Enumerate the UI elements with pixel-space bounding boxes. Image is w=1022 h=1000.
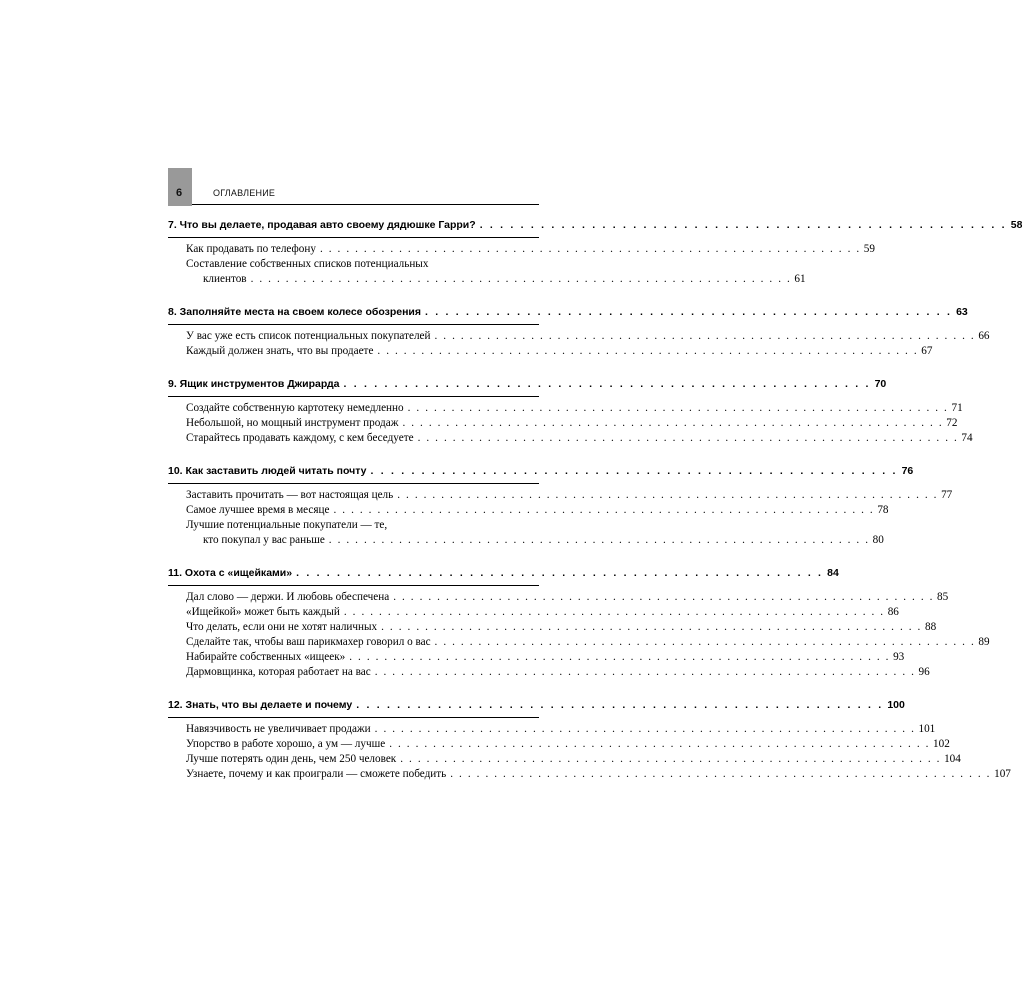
entry-title: «Ищейкой» может быть каждый [186,606,340,618]
entry-title: Что делать, если они не хотят наличных [186,621,378,633]
toc-entry[interactable] [186,488,953,503]
entry-title: Набирайте собственных «ищеек» [186,651,346,663]
chapter-title: 11. Охота с «ищейками» [168,567,293,579]
entry-page-number: 102 [933,738,950,750]
toc-chapter [168,567,990,680]
toc-entry[interactable] [186,767,1011,782]
dot-leader: . . . . . . . . . . . . . . . . . . . . . . . . . . . . . . . . . . . . . . . . . . . . . . . . . . . . [296,567,824,579]
dot-leader: . . . . . . . . . . . . . . . . . . . . . . . . . . . . . . . . . . . . . . . . . . . . . . . . . . . . . . . . . . . . . . [333,504,875,516]
toc-entry[interactable] [186,620,937,635]
dot-leader: . . . . . . . . . . . . . . . . . . . . . . . . . . . . . . . . . . . . . . . . . . . . . . . . . . . . . . . . . . . . . . [400,753,942,765]
entry-title: Навязчивость не увеличивает продажи [186,723,371,735]
entry-page-number: 67 [921,345,933,357]
entry-title: Узнаете, почему и как проиграли — сможете победить [186,768,447,780]
dot-leader: . . . . . . . . . . . . . . . . . . . . . . . . . . . . . . . . . . . . . . . . . . . . . . . . . . . . . . . . . . . . . . [402,417,944,429]
entry-row [186,635,990,650]
dot-leader: . . . . . . . . . . . . . . . . . . . . . . . . . . . . . . . . . . . . . . . . . . . . . . . . . . . . [343,378,871,390]
toc-entry[interactable] [186,605,899,620]
chapter-entries [168,401,973,446]
toc-entry[interactable] [186,650,905,665]
dot-leader: . . . . . . . . . . . . . . . . . . . . . . . . . . . . . . . . . . . . . . . . . . . . . . . . . . . . . . . . . . . . . . [389,738,931,750]
chapter-heading[interactable] [168,699,905,716]
entry-title: Упорство в работе хорошо, а ум — лучше [186,738,386,750]
entry-row [186,488,953,503]
chapter-entries [168,242,875,287]
entry-page-number: 71 [951,402,963,414]
dot-leader: . . . . . . . . . . . . . . . . . . . . . . . . . . . . . . . . . . . . . . . . . . . . . . . . . . . . . . . . . . . . . . [374,723,916,735]
chapter-heading[interactable] [168,219,1022,236]
dot-leader: . . . . . . . . . . . . . . . . . . . . . . . . . . . . . . . . . . . . . . . . . . . . . . . . . . . . . . . . . . . . . . [374,666,916,678]
entry-row [186,416,958,431]
entry-page-number: 96 [918,666,930,678]
chapter-page-number: 76 [901,465,914,477]
toc-chapter [168,378,973,446]
chapter-page-number: 70 [874,378,887,390]
chapter-title: 9. Ящик инструментов Джирарда [168,378,340,390]
dot-leader: . . . . . . . . . . . . . . . . . . . . . . . . . . . . . . . . . . . . . . . . . . . . . . . . . . . . . . . . . . . . . . [250,273,792,285]
dot-leader: . . . . . . . . . . . . . . . . . . . . . . . . . . . . . . . . . . . . . . . . . . . . . . . . . . . . [479,219,1007,231]
entry-page-number: 107 [994,768,1011,780]
running-header-title: ОГЛАВЛЕНИЕ [213,188,276,198]
entry-row [186,665,930,680]
entry-title: Дал слово — держи. И любовь обеспечена [186,591,390,603]
entry-row [186,503,889,518]
entry-row [186,401,963,416]
entry-title: Дармовщинка, которая работает на вас [186,666,371,678]
table-of-contents [168,219,1022,801]
dot-leader: . . . . . . . . . . . . . . . . . . . . . . . . . . . . . . . . . . . . . . . . . . . . . . . . . . . . [356,699,884,711]
chapter-rule [168,237,539,238]
dot-leader: . . . . . . . . . . . . . . . . . . . . . . . . . . . . . . . . . . . . . . . . . . . . . . . . . . . . . . . . . . . . . . [377,345,919,357]
toc-chapter [168,465,953,548]
chapter-entries [168,590,990,680]
entry-row [186,431,973,446]
dot-leader: . . . . . . . . . . . . . . . . . . . . . . . . . . . . . . . . . . . . . . . . . . . . . . . . . . . . [370,465,898,477]
entry-row [186,344,933,359]
chapter-entries [168,329,990,359]
toc-chapter [168,699,1011,782]
entry-page-number: 93 [893,651,905,663]
entry-page-number: 77 [941,489,953,501]
chapter-heading[interactable] [168,465,914,482]
chapter-rule [168,483,539,484]
entry-title: Старайтесь продавать каждому, с кем беседуете [186,432,414,444]
entry-row [186,752,961,767]
toc-chapter [168,306,990,359]
chapter-rule [168,324,539,325]
dot-leader: . . . . . . . . . . . . . . . . . . . . . . . . . . . . . . . . . . . . . . . . . . . . . . . . . . . . [425,306,953,318]
entry-title: Лучше потерять один день, чем 250 человек [186,753,397,765]
chapter-entries [168,488,953,548]
dot-leader: . . . . . . . . . . . . . . . . . . . . . . . . . . . . . . . . . . . . . . . . . . . . . . . . . . . . . . . . . . . . . . [407,402,949,414]
toc-entry[interactable] [186,344,933,359]
entry-title: Создайте собственную картотеку немедленно [186,402,404,414]
entry-page-number: 74 [961,432,973,444]
entry-page-number: 78 [877,504,889,516]
entry-title: Как продавать по телефону [186,243,316,255]
toc-entry[interactable] [186,590,949,605]
chapter-page-number: 63 [956,306,968,318]
chapter-rule [168,396,539,397]
dot-leader: . . . . . . . . . . . . . . . . . . . . . . . . . . . . . . . . . . . . . . . . . . . . . . . . . . . . . . . . . . . . . . [328,534,870,546]
chapter-title: 10. Как заставить людей читать почту [168,465,367,477]
toc-entry[interactable] [186,752,961,767]
chapter-heading[interactable] [168,306,968,323]
dot-leader: . . . . . . . . . . . . . . . . . . . . . . . . . . . . . . . . . . . . . . . . . . . . . . . . . . . . . . . . . . . . . . [450,768,992,780]
entry-row [186,620,937,635]
dot-leader: . . . . . . . . . . . . . . . . . . . . . . . . . . . . . . . . . . . . . . . . . . . . . . . . . . . . . . . . . . . . . . [397,489,939,501]
dot-leader: . . . . . . . . . . . . . . . . . . . . . . . . . . . . . . . . . . . . . . . . . . . . . . . . . . . . . . . . . . . . . . [349,651,891,663]
entry-page-number: 101 [918,723,936,735]
entry-page-number: 85 [937,591,949,603]
chapter-heading[interactable] [168,378,887,395]
toc-entry[interactable] [186,503,889,518]
entry-page-number: 59 [863,243,875,255]
entry-page-number: 61 [794,273,806,285]
entry-page-number: 89 [978,636,990,648]
entry-row [186,533,884,548]
chapter-rule [168,717,539,718]
entry-title: Заставить прочитать — вот настоящая цель [186,489,394,501]
toc-entry[interactable] [186,518,884,548]
entry-title: Небольшой, но мощный инструмент продаж [186,417,399,429]
dot-leader: . . . . . . . . . . . . . . . . . . . . . . . . . . . . . . . . . . . . . . . . . . . . . . . . . . . . . . . . . . . . . . [381,621,922,633]
entry-row [186,767,1011,782]
dot-leader: . . . . . . . . . . . . . . . . . . . . . . . . . . . . . . . . . . . . . . . . . . . . . . . . . . . . . . . . . . . . . . [343,606,885,618]
entry-title: Сделайте так, чтобы ваш парикмахер говорил о вас [186,636,431,648]
toc-entry[interactable] [186,431,973,446]
header-rule [192,204,539,205]
chapter-page-number: 84 [827,567,839,579]
toc-entry[interactable] [186,635,990,650]
entry-page-number: 104 [944,753,961,765]
entry-title: У вас уже есть список потенциальных покупателей [186,330,431,342]
chapter-page-number: 100 [887,699,905,711]
page-number: 6 [176,187,183,199]
entry-row [186,650,905,665]
toc-entry[interactable] [186,737,950,752]
entry-page-number: 88 [924,621,937,633]
chapter-rule [168,585,539,586]
toc-entry[interactable] [186,416,958,431]
chapter-page-number: 58 [1010,219,1022,231]
toc-chapter [168,219,1022,287]
entry-row [186,722,936,737]
entry-row [186,590,949,605]
entry-page-number: 66 [978,330,990,342]
entry-title: Каждый должен знать, что вы продаете [186,345,374,357]
toc-entry[interactable] [186,329,990,344]
entry-page-number: 72 [946,417,958,429]
dot-leader: . . . . . . . . . . . . . . . . . . . . . . . . . . . . . . . . . . . . . . . . . . . . . . . . . . . . . . . . . . . . . . [434,330,976,342]
entry-title: Самое лучшее время в месяце [186,504,330,516]
chapter-title: 8. Заполняйте места на своем колесе обозрения [168,306,422,318]
toc-entry[interactable] [186,722,936,737]
entry-title-line1: Составление собственных списков потенциальных [186,258,429,270]
chapter-entries [168,722,1011,782]
entry-page-number: 80 [872,534,884,546]
toc-entry[interactable] [186,665,930,680]
entry-title-line1: Лучшие потенциальные покупатели — те, [186,519,388,531]
entry-page-number: 86 [887,606,899,618]
entry-title: клиентов [203,273,247,285]
toc-entry[interactable] [186,257,806,287]
dot-leader: . . . . . . . . . . . . . . . . . . . . . . . . . . . . . . . . . . . . . . . . . . . . . . . . . . . . . . . . . . . . . . [319,243,861,255]
entry-row [186,329,990,344]
chapter-title: 12. Знать, что вы делаете и почему [168,699,353,711]
dot-leader: . . . . . . . . . . . . . . . . . . . . . . . . . . . . . . . . . . . . . . . . . . . . . . . . . . . . . . . . . . . . . . [393,591,935,603]
entry-title: кто покупал у вас раньше [203,534,325,546]
entry-row [186,605,899,620]
entry-row [186,737,950,752]
entry-row [186,242,875,257]
dot-leader: . . . . . . . . . . . . . . . . . . . . . . . . . . . . . . . . . . . . . . . . . . . . . . . . . . . . . . . . . . . . . . [434,636,976,648]
toc-entry[interactable] [186,401,963,416]
chapter-title: 7. Что вы делаете, продавая авто своему дядюшке Гарри? [168,219,476,231]
toc-entry[interactable] [186,242,875,257]
chapter-heading[interactable] [168,567,839,584]
entry-row [186,272,806,287]
dot-leader: . . . . . . . . . . . . . . . . . . . . . . . . . . . . . . . . . . . . . . . . . . . . . . . . . . . . . . . . . . . . . . [417,432,959,444]
